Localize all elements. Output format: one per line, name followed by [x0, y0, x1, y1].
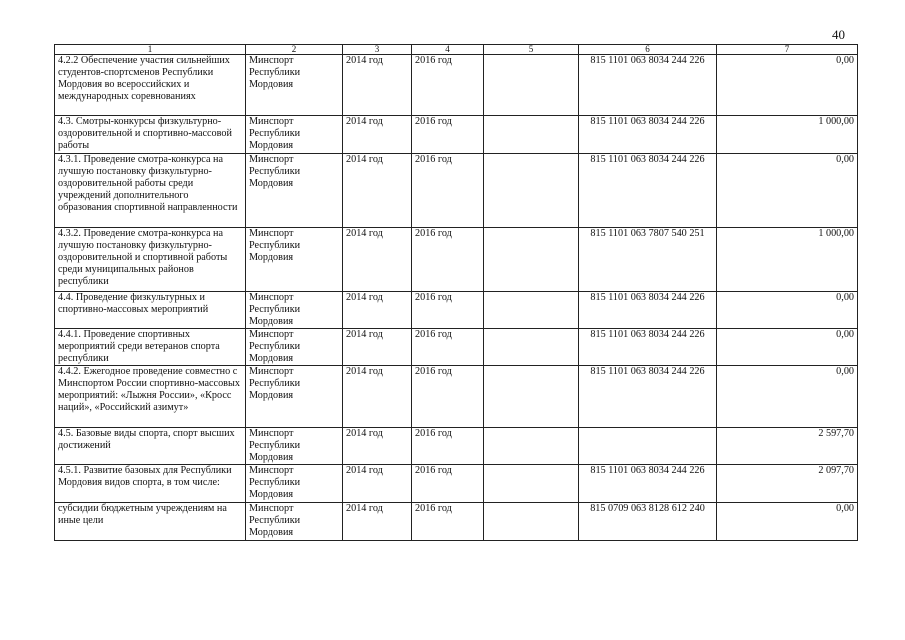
row-budget-code-cell: 815 1101 063 8034 244 226 — [579, 154, 717, 228]
row-amount-cell: 0,00 — [717, 292, 858, 329]
table-row — [55, 154, 858, 228]
row-amount-cell: 0,00 — [717, 366, 858, 428]
header-col-7: 7 — [717, 45, 858, 55]
table-row — [55, 465, 858, 503]
row-col5-cell — [484, 503, 579, 541]
row-executor-cell: Минспорт Республики Мордовия — [246, 465, 343, 503]
table-header-row — [55, 45, 858, 55]
row-budget-code-cell: 815 1101 063 8034 244 226 — [579, 116, 717, 154]
row-name-cell: 4.3. Смотры-конкурсы физкультурно-оздоровительной и спортивно-массовой работы — [55, 116, 246, 154]
row-end-year-cell: 2016 год — [412, 55, 484, 116]
row-end-year-cell: 2016 год — [412, 428, 484, 465]
table-row — [55, 329, 858, 366]
header-col-3: 3 — [343, 45, 412, 55]
row-amount-cell: 1 000,00 — [717, 228, 858, 292]
row-start-year-cell: 2014 год — [343, 292, 412, 329]
row-end-year-cell: 2016 год — [412, 465, 484, 503]
row-amount-cell: 0,00 — [717, 503, 858, 541]
row-end-year-cell: 2016 год — [412, 154, 484, 228]
row-amount-cell: 0,00 — [717, 329, 858, 366]
row-budget-code-cell: 815 0709 063 8128 612 240 — [579, 503, 717, 541]
row-name-cell: 4.3.2. Проведение смотра-конкурса на лучшую постановку физкультурно-оздоровительной и спортивной работы среди муниципальных районов республики — [55, 228, 246, 292]
row-start-year-cell: 2014 год — [343, 465, 412, 503]
row-start-year-cell: 2014 год — [343, 428, 412, 465]
header-col-2: 2 — [246, 45, 343, 55]
row-start-year-cell: 2014 год — [343, 154, 412, 228]
table-row — [55, 55, 858, 116]
row-executor-cell: Минспорт Республики Мордовия — [246, 329, 343, 366]
table-row — [55, 116, 858, 154]
header-col-6: 6 — [579, 45, 717, 55]
row-executor-cell: Минспорт Республики Мордовия — [246, 116, 343, 154]
row-col5-cell — [484, 465, 579, 503]
row-budget-code-cell: 815 1101 063 8034 244 226 — [579, 329, 717, 366]
row-col5-cell — [484, 329, 579, 366]
row-name-cell: 4.2.2 Обеспечение участия сильнейших студентов-спортсменов Республики Мордовия во всероссийских и международных соревнованиях — [55, 55, 246, 116]
row-col5-cell — [484, 292, 579, 329]
row-name-cell: 4.5.1. Развитие базовых для Республики Мордовия видов спорта, в том числе: — [55, 465, 246, 503]
budget-table — [54, 44, 858, 541]
table-row — [55, 292, 858, 329]
row-budget-code-cell: 815 1101 063 8034 244 226 — [579, 366, 717, 428]
row-end-year-cell: 2016 год — [412, 292, 484, 329]
header-col-5: 5 — [484, 45, 579, 55]
header-col-1: 1 — [55, 45, 246, 55]
row-executor-cell: Минспорт Республики Мордовия — [246, 428, 343, 465]
header-col-4: 4 — [412, 45, 484, 55]
row-col5-cell — [484, 154, 579, 228]
row-name-cell: 4.3.1. Проведение смотра-конкурса на лучшую постановку физкультурно-оздоровительной работы среди учреждений дополнительного образования спортивной направленности — [55, 154, 246, 228]
row-col5-cell — [484, 428, 579, 465]
page-number: 40 — [832, 27, 845, 42]
row-executor-cell: Минспорт Республики Мордовия — [246, 228, 343, 292]
row-amount-cell: 2 097,70 — [717, 465, 858, 503]
row-end-year-cell: 2016 год — [412, 503, 484, 541]
row-executor-cell: Минспорт Республики Мордовия — [246, 55, 343, 116]
row-amount-cell: 0,00 — [717, 55, 858, 116]
row-end-year-cell: 2016 год — [412, 116, 484, 154]
row-amount-cell: 0,00 — [717, 154, 858, 228]
row-start-year-cell: 2014 год — [343, 55, 412, 116]
row-start-year-cell: 2014 год — [343, 503, 412, 541]
row-end-year-cell: 2016 год — [412, 329, 484, 366]
row-name-cell: субсидии бюджетным учреждениям на иные цели — [55, 503, 246, 541]
row-name-cell: 4.5. Базовые виды спорта, спорт высших достижений — [55, 428, 246, 465]
row-name-cell: 4.4.1. Проведение спортивных мероприятий среди ветеранов спорта республики — [55, 329, 246, 366]
row-budget-code-cell: 815 1101 063 8034 244 226 — [579, 465, 717, 503]
row-name-cell: 4.4.2. Ежегодное проведение совместно с Минспортом России спортивно-массовых мероприятий: «Лыжня России», «Кросс наций», «Российский азимут» — [55, 366, 246, 428]
row-end-year-cell: 2016 год — [412, 366, 484, 428]
row-executor-cell: Минспорт Республики Мордовия — [246, 503, 343, 541]
row-budget-code-cell — [579, 428, 717, 465]
table-row — [55, 366, 858, 428]
table-row — [55, 428, 858, 465]
row-name-cell: 4.4. Проведение физкультурных и спортивно-массовых мероприятий — [55, 292, 246, 329]
row-executor-cell: Минспорт Республики Мордовия — [246, 154, 343, 228]
row-start-year-cell: 2014 год — [343, 228, 412, 292]
row-start-year-cell: 2014 год — [343, 116, 412, 154]
row-col5-cell — [484, 228, 579, 292]
row-col5-cell — [484, 116, 579, 154]
row-amount-cell: 2 597,70 — [717, 428, 858, 465]
row-budget-code-cell: 815 1101 063 7807 540 251 — [579, 228, 717, 292]
row-start-year-cell: 2014 год — [343, 329, 412, 366]
row-start-year-cell: 2014 год — [343, 366, 412, 428]
row-amount-cell: 1 000,00 — [717, 116, 858, 154]
row-col5-cell — [484, 55, 579, 116]
row-end-year-cell: 2016 год — [412, 228, 484, 292]
table-row — [55, 503, 858, 541]
table-row — [55, 228, 858, 292]
row-col5-cell — [484, 366, 579, 428]
row-budget-code-cell: 815 1101 063 8034 244 226 — [579, 292, 717, 329]
row-budget-code-cell: 815 1101 063 8034 244 226 — [579, 55, 717, 116]
row-executor-cell: Минспорт Республики Мордовия — [246, 292, 343, 329]
row-executor-cell: Минспорт Республики Мордовия — [246, 366, 343, 428]
